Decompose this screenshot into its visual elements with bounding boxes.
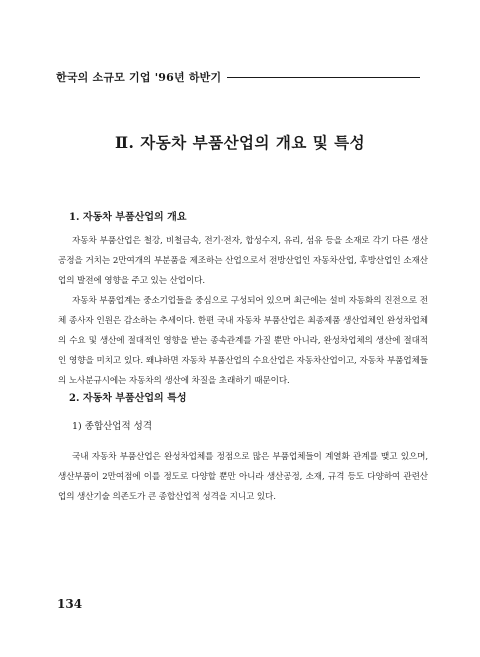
- running-head: [56, 70, 420, 84]
- section-2-heading: 2. 자동차 부품산업의 특성: [69, 393, 187, 404]
- section-1-heading: 1. 자동차 부품산업의 개요: [69, 212, 187, 223]
- section-1-paragraph-1: 자동차 부품산업은 철강, 비철금속, 전기·전자, 합성수지, 유리, 섬유 등을 소재로 각기 다른 생산공정을 거치는 2만여개의 부분품을 제조하는 산업으로서 전방산업인 자동차산업, 후방산업인 소재산업의 발전에 영향을 주고 있는 산업이다.: [58, 236, 428, 286]
- subsection-heading: 1) 종합산업적 성격: [72, 421, 153, 432]
- page-number: 134: [57, 597, 83, 611]
- section-1-paragraph-2: 자동차 부품업계는 중소기업들을 중심으로 구성되어 있으며 최근에는 설비 자동화의 진전으로 전체 종사자 인원은 감소하는 추세이다. 한편 국내 자동차 부품산업은 최종제품 생산업체인 완성차업체의 수요 및 생산에 절대적인 영향을 받는 종속관계를 가질 뿐만 아니라, 완성차업체의 생산에 절대적인 영향을 미치고 있다. 왜냐하면 자동차 부품산업의 수요산업은 자동차산업이고, 자동차 부품업체들의 노사분규시에는 자동차의 생산에 차질을 초래하기 때문이다.: [58, 296, 428, 386]
- section-2-paragraph-1: 국내 자동차 부품산업은 완성차업체를 정점으로 많은 부품업체들이 계열화 관계를 맺고 있으며, 생산부품이 2만여점에 이를 정도로 다양할 뿐만 아니라 생산공정, 소재, 규격 등도 다양하여 관련산업의 생산기술 의존도가 큰 종합산업적 성격을 지니고 있다.: [58, 452, 428, 502]
- running-head-rule: [227, 77, 420, 78]
- running-head-text: 한국의 소규모 기업 '96년 하반기: [56, 71, 222, 84]
- chapter-title: Ⅱ. 자동차 부품산업의 개요 및 특성: [114, 133, 366, 152]
